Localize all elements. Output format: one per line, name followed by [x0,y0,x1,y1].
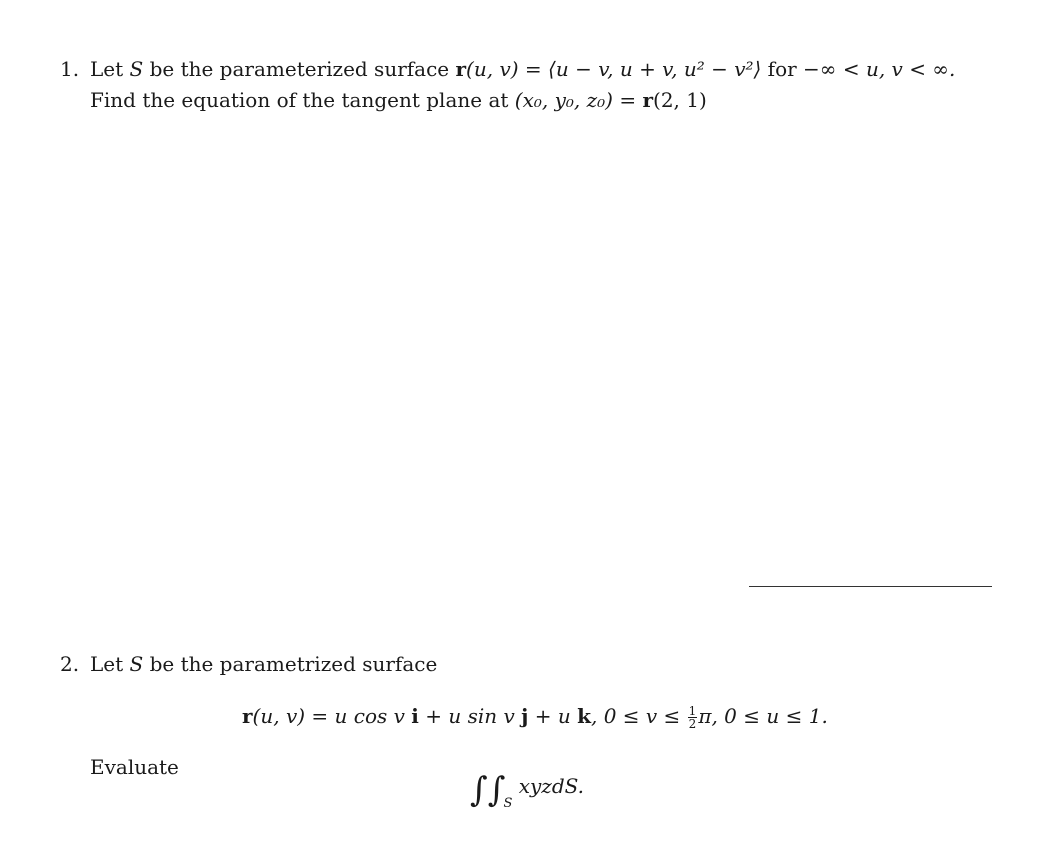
answer-blank-line [749,586,992,587]
fraction-numerator: 1 [688,704,697,718]
question-1-line-1 [60,57,955,81]
surface-symbol: S [129,57,144,81]
unit-vector-k: k [577,704,591,728]
integrand: xyzdS. [518,774,584,798]
point-r-args: (2, 1) [653,88,707,112]
tangent-plane-prompt: Find the equation of the tangent plane at [90,88,509,112]
question-1-line-2 [90,88,707,112]
formula-mid-1: + u sin v [418,704,522,728]
constraint-part-b: π, 0 ≤ u ≤ 1. [698,704,828,728]
question-2-line-1 [60,652,437,676]
double-integral-sign: ∫∫ [470,770,506,810]
r-vector-symbol: r [455,57,467,81]
unit-vector-i: i [411,704,419,728]
formula-mid-2: + u [528,704,578,728]
one-half-fraction [688,705,698,730]
surface-integral [470,770,584,816]
evaluate-text: Evaluate [90,755,179,779]
domain-condition: −∞ < u, v < ∞. [803,57,956,81]
integral-subscript: S [503,796,513,811]
parametrization-vector: ⟨u − v, u + v, u² − v²⟩ [548,57,762,81]
unit-vector-j: j [521,704,529,728]
q2-description: be the parametrized surface [149,652,438,676]
for-text: for [767,57,797,81]
formula-r-symbol: r [242,704,253,728]
point-coordinates: (x₀, y₀, z₀) = [514,88,643,112]
parametrization-formula [242,704,828,730]
fraction-denominator: 2 [688,717,697,731]
point-r-symbol: r [642,88,654,112]
evaluate-label [90,755,179,779]
q2-let-text: Let [90,652,124,676]
q1-description: be the parameterized surface [149,57,450,81]
constraint-part-a: , 0 ≤ v ≤ [590,704,687,728]
formula-lhs: (u, v) = u cos v [252,704,412,728]
question-1-number: 1. [60,57,80,81]
q1-let-text: Let [90,57,124,81]
question-2-number: 2. [60,652,80,676]
surface-symbol-2: S [129,652,144,676]
r-parameters: (u, v) = [466,57,549,81]
